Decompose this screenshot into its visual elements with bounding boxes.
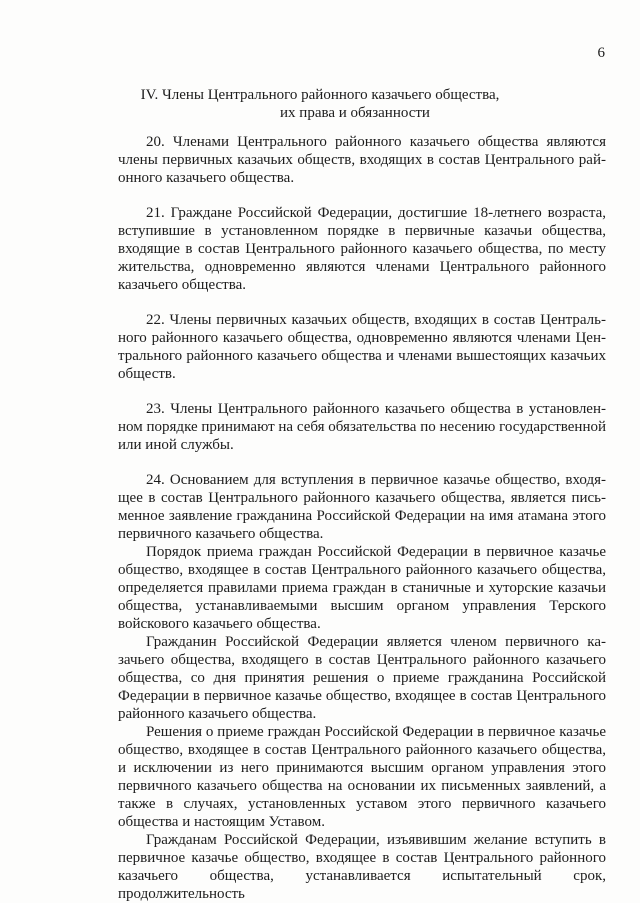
page-number: 6 bbox=[597, 45, 605, 61]
paragraph-20: 20. Членами Центрального районного казачьего общества являются члены первичных казачьих обществ, входящих в состав Центрального районного казачьего общества. bbox=[118, 134, 606, 186]
paragraph-23: 23. Члены Центрального районного казачьего общества в установленном порядке принимают на себя обязательства по несению государственной или иной службы. bbox=[118, 401, 606, 453]
paragraph-22: 22. Члены первичных казачьих обществ, входящих в состав Центрального районного казачьего общества, одновременно являются членами Центрального районного казачьего общества и членами вышестоящих казачьих обществ. bbox=[118, 312, 606, 382]
paragraph-admission-decisions: Решения о приеме граждан Российской Федерации в первичное казачье общество, входящее в состав Центрального районного казачьего общества, и исключении из него принимаются высшим органом управления этого первичного казачьего общества на основании их письменных заявлений, а также в случаях, установленных уставом этого первичного казачьего общества и настоящим Уставом. bbox=[118, 724, 606, 830]
paragraph-21: 21. Граждане Российской Федерации, достигшие 18-летнего возраста, вступившие в установленном порядке в первичные казачьи общества, входящие в состав Центрального районного казачьего общества, по месту жительства, одновременно являются членами Центрального районного казачьего общества. bbox=[118, 205, 606, 293]
paragraph-admission-procedure: Порядок приема граждан Российской Федерации в первичное казачье общество, входящее в состав Центрального районного казачьего общества, определяется правилами приема граждан в станичные и хуторские казачьи общества, устанавливаемыми высшим органом управления Терского войскового казачьего общества. bbox=[118, 544, 606, 632]
section-heading-line-1: IV. Члены Центрального районного казачьего общества, bbox=[140, 87, 500, 103]
paragraph-24: 24. Основанием для вступления в первичное казачье общество, входящее в состав Центрального районного казачьего общества, является письменное заявление гражданина Российской Федерации на имя атамана этого первичного казачьего общества. bbox=[118, 472, 606, 542]
section-heading bbox=[0, 86, 640, 122]
paragraph-membership-date: Гражданин Российской Федерации является членом первичного казачьего общества, входящего в состав Центрального районного казачьего общества, со дня принятия решения о приеме гражданина Российской Федерации в первичное казачье общество, входящее в состав Центрального районного казачьего общества. bbox=[118, 634, 606, 722]
section-heading-line-2: их права и обязанности bbox=[280, 105, 430, 121]
body-text bbox=[118, 133, 606, 903]
paragraph-probation: Гражданам Российской Федерации, изъявившим желание вступить в первичное казачье общество, входящее в состав Центрального районного казачьего общества, устанавливается испытательный срок, продолжительность bbox=[118, 832, 606, 902]
